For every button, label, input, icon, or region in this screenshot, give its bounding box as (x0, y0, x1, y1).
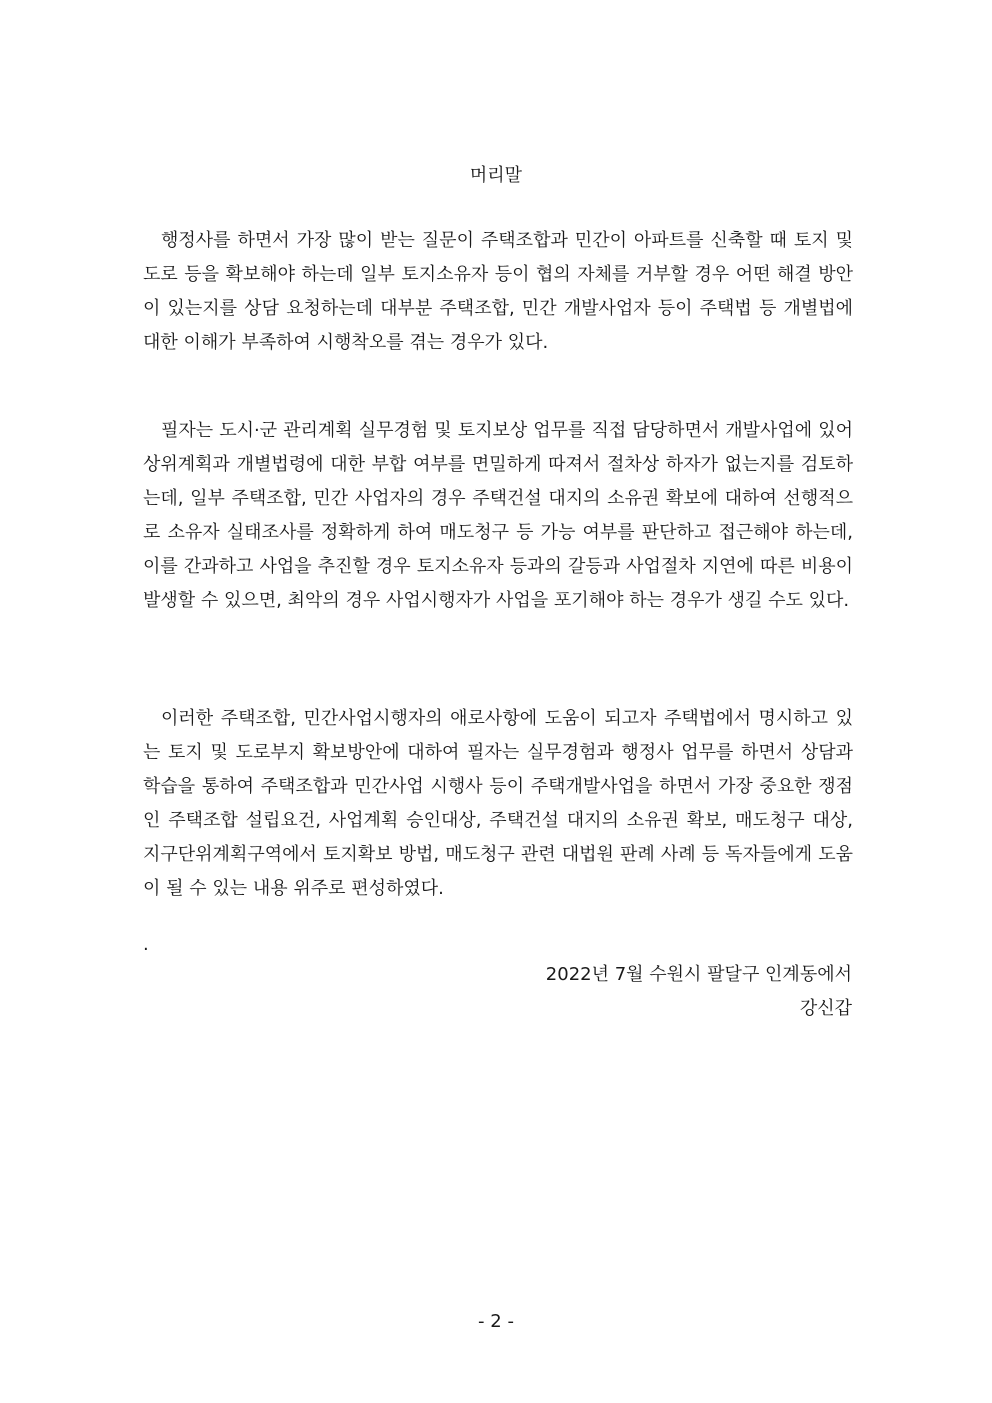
paragraph-1: 행정사를 하면서 가장 많이 받는 질문이 주택조합과 민간이 아파트를 신축할 때 토지 및 도로 등을 확보해야 하는데 일부 토지소유자 등이 협의 자체를 거부할 경우 어떤 해결 방안이 있는지를 상담 요청하는데 대부분 주택조합, 민간 개발사업자 등이 주택법 등 개별법에 대한 이해가 부족하여 시행착오를 겪는 경우가 있다. (143, 230, 853, 353)
stray-mark: . (143, 934, 149, 955)
signature-date-place: 2022년 7월 수원시 팔달구 인계동에서 (545, 964, 852, 985)
paragraph-2: 필자는 도시·군 관리계획 실무경험 및 토지보상 업무를 직접 담당하면서 개발사업에 있어 상위계획과 개별법령에 대한 부합 여부를 면밀하게 따져서 절차상 하자가 없는지를 검토하는데, 일부 주택조합, 민간 사업자의 경우 주택건설 대지의 소유권 확보에 대하여 선행적으로 소유자 실태조사를 정확하게 하여 매도청구 등 가능 여부를 판단하고 접근해야 하는데, 이를 간과하고 사업을 추진할 경우 토지소유자 등과의 갈등과 사업절차 지연에 따른 비용이 발생할 수 있으면, 최악의 경우 사업시행자가 사업을 포기해야 하는 경우가 생길 수도 있다. (143, 420, 853, 611)
page-title: 머리말 (469, 165, 523, 186)
paragraph-3: 이러한 주택조합, 민간사업시행자의 애로사항에 도움이 되고자 주택법에서 명시하고 있는 토지 및 도로부지 확보방안에 대하여 필자는 실무경험과 행정사 업무를 하면서 상담과 학습을 통하여 주택조합과 민간사업 시행사 등이 주택개발사업을 하면서 가장 중요한 쟁점인 주택조합 설립요건, 사업계획 승인대상, 주택건설 대지의 소유권 확보, 매도청구 대상, 지구단위계획구역에서 토지확보 방법, 매도청구 관련 대법원 판례 사례 등 독자들에게 도움이 될 수 있는 내용 위주로 편성하였다. (143, 708, 853, 899)
page-number: - 2 - (478, 1311, 514, 1332)
signature-author: 강신갑 (799, 998, 852, 1019)
